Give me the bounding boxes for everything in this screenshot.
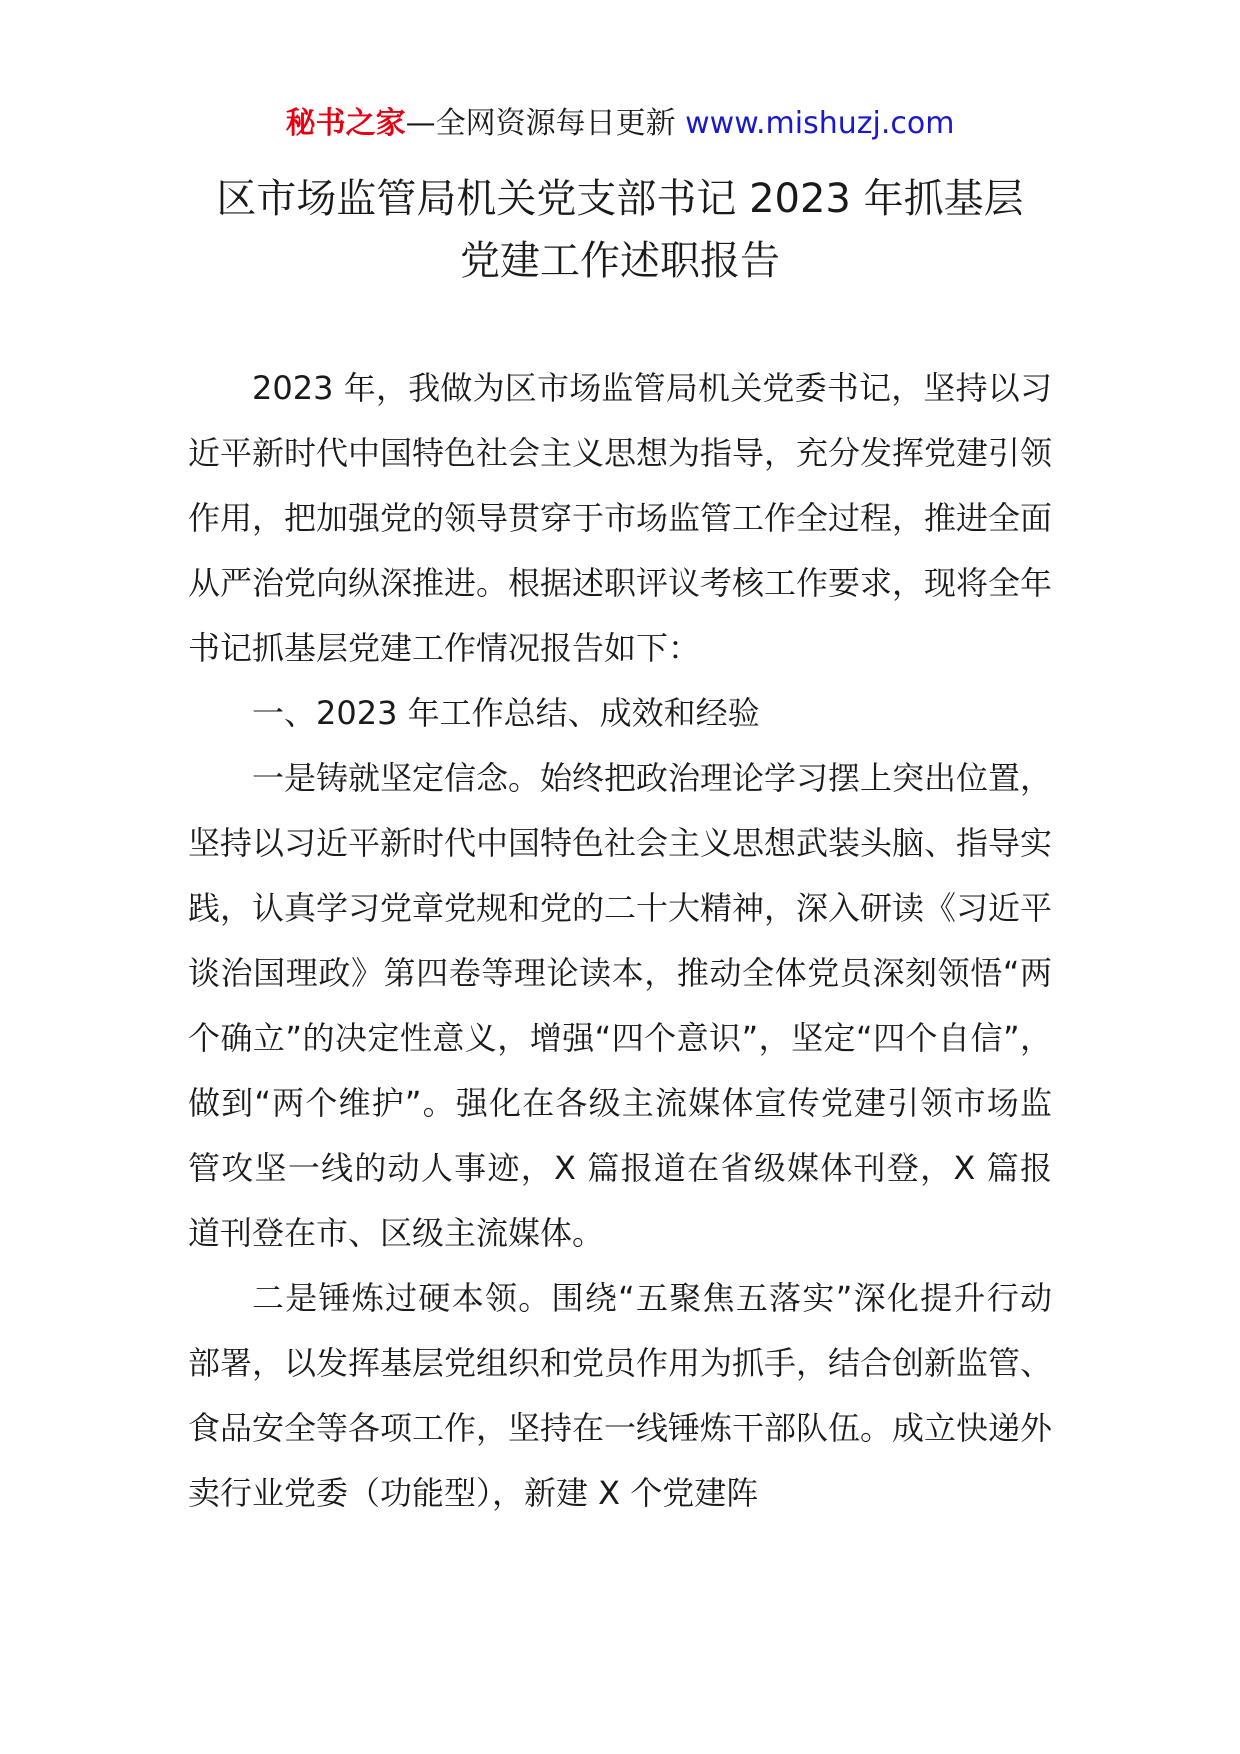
title-line-2: 党建工作述职报告 [460,238,780,284]
document-title [0,168,1240,292]
document-body [188,356,1052,1526]
paragraph-point-2: 二是锤炼过硬本领。围绕“五聚焦五落实”深化提升行动部署，以发挥基层党组织和党员作用为抓手，结合创新监管、食品安全等各项工作，坚持在一线锤炼干部队伍。成立快递外卖行业党委（功能型），新建 X 个党建阵 [188,1279,1053,1512]
source-header [0,104,1240,144]
header-tagline: —全网资源每日更新 [405,106,686,141]
title-line-1: 区市场监管局机关党支部书记 2023 年抓基层 [216,176,1024,222]
brand-name: 秘书之家 [285,106,406,141]
paragraph-intro: 2023 年，我做为区市场监管局机关党委书记，坚持以习近平新时代中国特色社会主义思想为指导，充分发挥党建引领作用，把加强党的领导贯穿于市场监管工作全过程，推进全面从严治党向纵深推进。根据述职评议考核工作要求，现将全年书记抓基层党建工作情况报告如下： [188,369,1053,667]
section-heading: 一、2023 年工作总结、成效和经验 [252,694,760,732]
paragraph-point-1: 一是铸就坚定信念。始终把政治理论学习摆上突出位置，坚持以习近平新时代中国特色社会主义思想武装头脑、指导实践，认真学习党章党规和党的二十大精神，深入研读《习近平谈治国理政》第四卷等理论读本，推动全体党员深刻领悟“两个确立”的决定性意义，增强“四个意识”，坚定“四个自信”，做到“两个维护”。强化在各级主流媒体宣传党建引领市场监管攻坚一线的动人事迹，X 篇报道在省级媒体刊登，X 篇报道刊登在市、区级主流媒体。 [188,759,1053,1252]
site-url-link[interactable]: www.mishuzj.com [685,106,955,141]
